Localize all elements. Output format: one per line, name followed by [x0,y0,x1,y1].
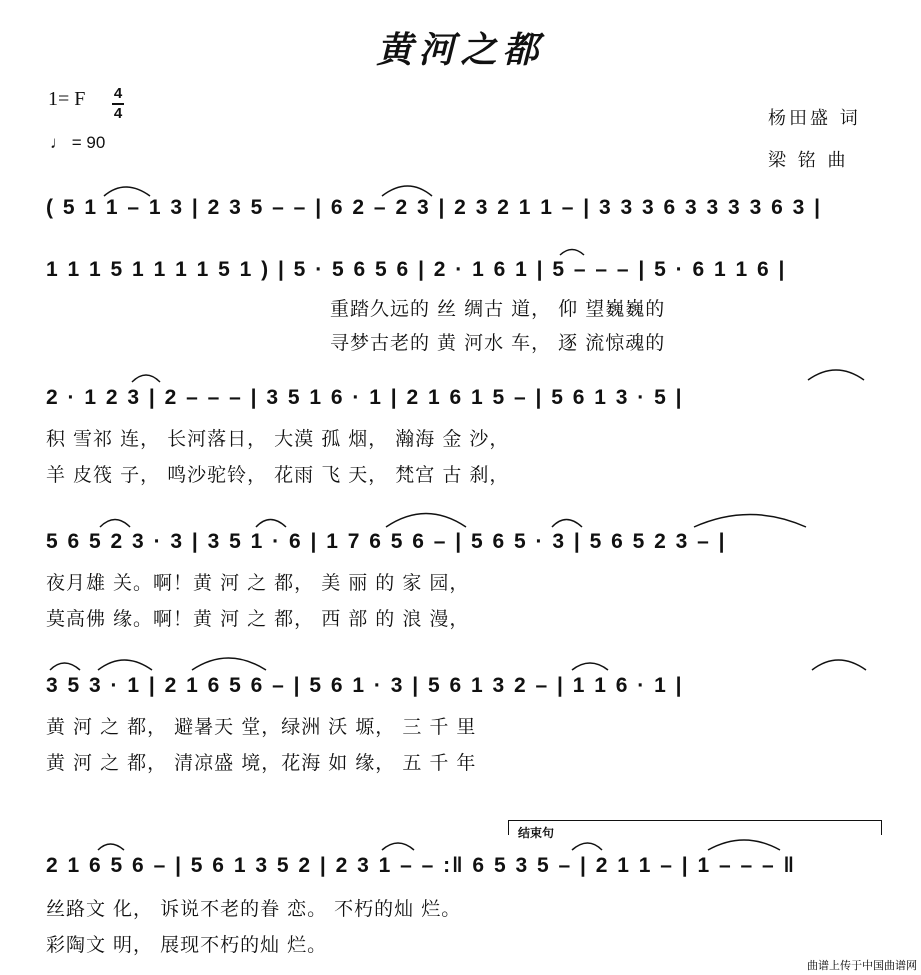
page-title: 黄河之都 [376,29,545,71]
notation-line-5: 3 5 3 · 1 | 2 1 6 5 6 – | 5 6 1 · 3 | 5 6 1 3 2 – | 1 1 6 · 1 | [46,674,684,697]
notation-line-6: 2 1 6 5 6 – | 5 6 1 3 5 2 | 2 3 1 – – :‖ 6 5 3 5 – | 2 1 1 – | 1 – – – ‖ [46,854,796,877]
lyric-line-5-verse-1: 黄 河 之 都， 避暑天 堂，绿洲 沃 塬， 三 千 里 [46,716,477,738]
slur [382,186,432,196]
notation-line-4: 5 6 5 2 3 · 3 | 3 5 1 · 6 | 1 7 6 5 6 – | 5 6 5 · 3 | 5 6 5 2 3 – | [46,530,727,553]
lyric-line-2-verse-1: 重踏久远的 丝 绸古 道， 仰 望巍巍的 [330,298,666,320]
slur [560,250,584,256]
notation-line-3: 2 · 1 2 3 | 2 – – – | 3 5 1 6 · 1 | 2 1 6 1 5 – | 5 6 1 3 · 5 | [46,386,684,409]
lyric-line-5-verse-2: 黄 河 之 都， 清凉盛 境，花海 如 缘， 五 千 年 [46,752,477,774]
lyric-line-3-verse-1: 积 雪祁 连， 长河落日， 大漠 孤 烟， 瀚海 金 沙， [46,428,510,450]
slur [256,520,286,528]
lyric-line-4-verse-1: 夜月雄 关。啊！黄 河 之 都， 美 丽 的 家 园， [46,572,470,594]
time-signature-bottom: 4 [113,105,123,122]
lyric-line-2-verse-2: 寻梦古老的 黄 河水 车， 逐 流惊魂的 [330,332,666,354]
lyric-line-4-verse-2: 莫高佛 缘。啊！黄 河 之 都， 西 部 的 浪 漫， [46,608,470,630]
slur [100,520,130,528]
composer-credit: 梁 铭 曲 [768,150,849,171]
coda-label: 结束句 [518,826,555,840]
notation-line-1: ( 5 1 1 – 1 3 | 2 3 5 – – | 6 2 – 2 3 | 2 3 2 1 1 – | 3 3 3 6 3 3 3 3 6 3 | [46,196,822,219]
slur [98,660,152,670]
slur [812,660,866,670]
slur [572,663,608,670]
notation-line-2: 1 1 1 5 1 1 1 1 5 1 ) | 5 · 5 6 5 6 | 2 · 1 6 1 | 5 – – – | 5 · 6 1 1 6 | [46,258,787,281]
lyricist-credit: 杨田盛 词 [768,108,861,129]
slur [98,844,124,850]
slur [552,520,582,528]
slur [572,843,602,850]
slur [382,843,414,850]
slur [708,840,780,850]
slur [386,514,466,528]
time-signature-top: 4 [113,85,123,102]
tempo-marking: ♩ = 90 [50,133,106,152]
slur [50,663,80,670]
lyric-line-6-verse-2: 彩陶文 明， 展现不朽的灿 烂。 [46,934,328,956]
slur [694,515,806,528]
slur [104,187,150,196]
slur [132,375,160,382]
key-signature: 1= F [48,88,86,110]
slur [808,370,864,380]
site-watermark: 曲谱上传于中国曲谱网 [807,959,917,972]
slur [192,658,266,670]
lyric-line-3-verse-2: 羊 皮筏 子， 鸣沙驼铃， 花雨 飞 天， 梵宫 古 刹， [46,464,510,486]
lyric-line-6-verse-1: 丝路文 化， 诉说不老的眷 恋。 不朽的灿 烂。 [46,898,462,920]
